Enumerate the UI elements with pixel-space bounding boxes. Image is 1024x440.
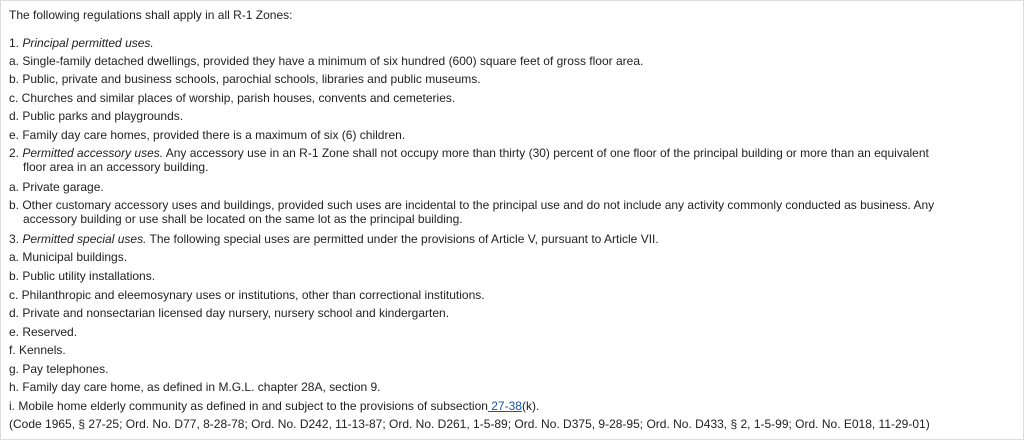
section-3-item-i-suffix: (k). — [521, 399, 540, 413]
section-1-item-e: e. Family day care homes, provided there is a maximum of six (6) children. — [9, 128, 406, 142]
section-2-text-line1: Any accessory use in an R-1 Zone shall not occupy more than thirty (30) percent of one floor of the principal building or more than an equivalent — [163, 146, 929, 160]
section-1-title: Principal permitted uses. — [22, 36, 154, 50]
section-3-item-d: d. Private and nonsectarian licensed day nursery, nursery school and kindergarten. — [9, 306, 450, 320]
section-2-paragraph — [9, 146, 1013, 160]
section-3-item-b: b. Public utility installations. — [9, 269, 156, 283]
section-2-text-line2: floor area in an accessory building. — [23, 160, 209, 174]
section-3-number: 3. — [9, 232, 20, 246]
section-1-heading — [9, 36, 1013, 50]
intro-text: The following regulations shall apply in all R-1 Zones: — [9, 8, 293, 22]
section-3-paragraph — [9, 232, 1013, 246]
section-3-text: The following special uses are permitted under the provisions of Article V, pursuant to Article VII. — [146, 232, 659, 246]
section-1-number: 1. — [9, 36, 20, 50]
section-1-item-a: a. Single-family detached dwellings, provided they have a minimum of six hundred (600) square feet of gross floor area. — [9, 54, 644, 68]
section-2-title: Permitted accessory uses. — [22, 146, 164, 160]
section-1-item-d: d. Public parks and playgrounds. — [9, 109, 184, 123]
section-1-item-b: b. Public, private and business schools, parochial schools, libraries and public museums. — [9, 72, 481, 86]
section-2-item-a: a. Private garage. — [9, 180, 104, 194]
section-1-item-c: c. Churches and similar places of worship, parish houses, convents and cemeteries. — [9, 91, 456, 105]
section-3-item-e: e. Reserved. — [9, 325, 78, 339]
section-3-title: Permitted special uses. — [22, 232, 147, 246]
section-2-item-b-line1: b. Other customary accessory uses and buildings, provided such uses are incidental to the principal use and do not include any activity commonly conducted as business. Any — [9, 198, 935, 212]
section-3-item-g: g. Pay telephones. — [9, 362, 109, 376]
section-2-text-line2-row — [9, 160, 1013, 174]
section-3-item-a: a. Municipal buildings. — [9, 250, 128, 264]
subsection-27-38-link[interactable]: 27-38 — [487, 399, 522, 413]
section-2-number: 2. — [9, 146, 20, 160]
section-3-item-i-text: i. Mobile home elderly community as defined in and subject to the provisions of subsection — [9, 399, 488, 413]
section-2-item-b-line2: accessory building or use shall be located on the same lot as the principal building. — [23, 212, 463, 226]
section-3-item-i — [9, 399, 1013, 413]
section-3-item-f: f. Kennels. — [9, 343, 66, 357]
section-2-item-b-line2-row — [9, 212, 1013, 226]
section-3-item-h: h. Family day care home, as defined in M.G.L. chapter 28A, section 9. — [9, 380, 381, 394]
history-note: (Code 1965, § 27-25; Ord. No. D77, 8-28-78; Ord. No. D242, 11-13-87; Ord. No. D261, 1-5-89; Ord. No. D375, 9-28-95; Ord. No. D433, § 2, 1-5-99; Ord. No. E018, 11-29-01) — [9, 417, 930, 431]
section-3-item-c: c. Philanthropic and eleemosynary uses or institutions, other than correctional institutions. — [9, 288, 485, 302]
